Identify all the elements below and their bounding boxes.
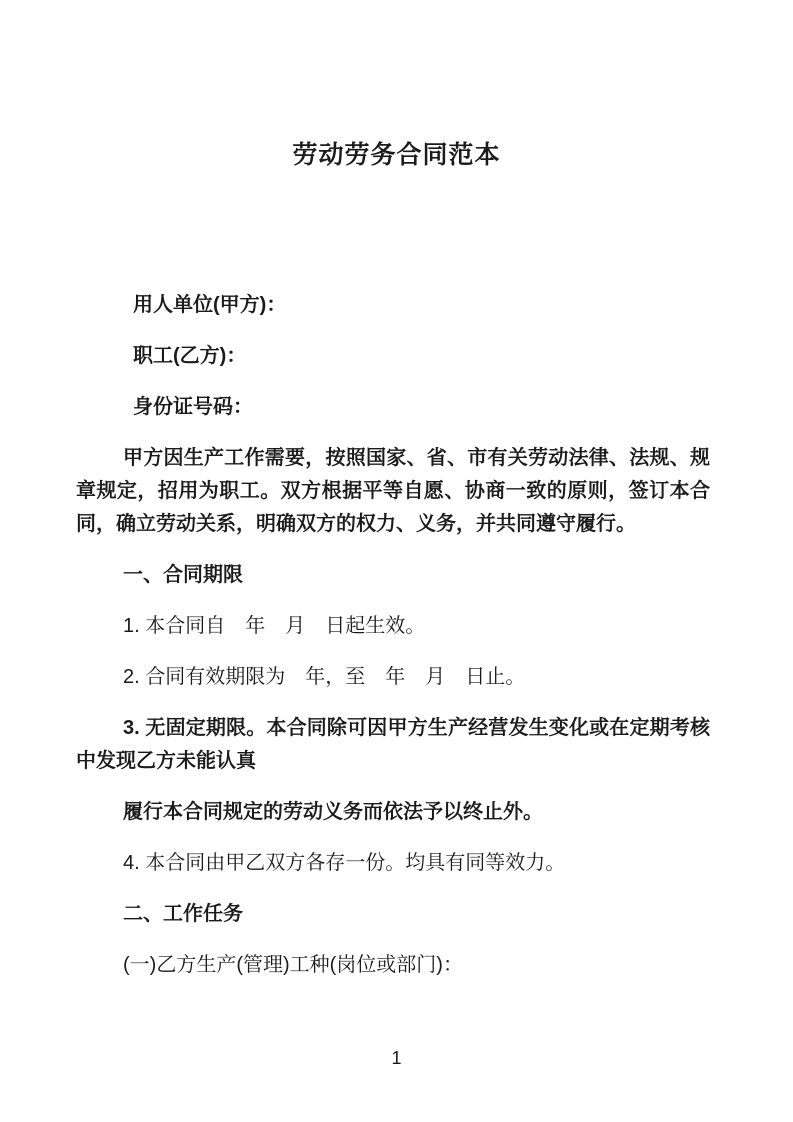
- paragraph: 2. 合同有效期限为 年，至 年 月 日止。: [123, 666, 526, 688]
- paragraph: 一、合同期限: [123, 564, 243, 586]
- document-body: [0, 289, 793, 982]
- paragraph: 用人单位(甲方)：: [133, 294, 287, 316]
- paragraph: (一)乙方生产(管理)工种(岗位或部门)：: [123, 954, 463, 976]
- paragraph: 4. 本合同由甲乙双方各存一份。均具有同等效力。: [123, 852, 566, 874]
- document-title: 劳动劳务合同范本: [292, 141, 501, 169]
- paragraph: 身份证号码：: [133, 396, 253, 418]
- paragraph: 3. 无固定期限。本合同除可因甲方生产经营发生变化或在定期考核中发现乙方未能认真: [76, 717, 710, 772]
- paragraph: 1. 本合同自 年 月 日起生效。: [123, 615, 426, 637]
- paragraph: 甲方因生产工作需要，按照国家、省、市有关劳动法律、法规、规章规定，招用为职工。双方根据平等自愿、协商一致的原则，签订本合同，确立劳动关系，明确双方的权力、义务，并共同遵守履行。: [76, 447, 710, 535]
- paragraph: 履行本合同规定的劳动义务而依法予以终止外。: [123, 801, 543, 823]
- paragraph: 二、工作任务: [123, 903, 243, 925]
- paragraph: 职工(乙方)：: [133, 345, 247, 367]
- page-number: 1: [391, 1048, 402, 1068]
